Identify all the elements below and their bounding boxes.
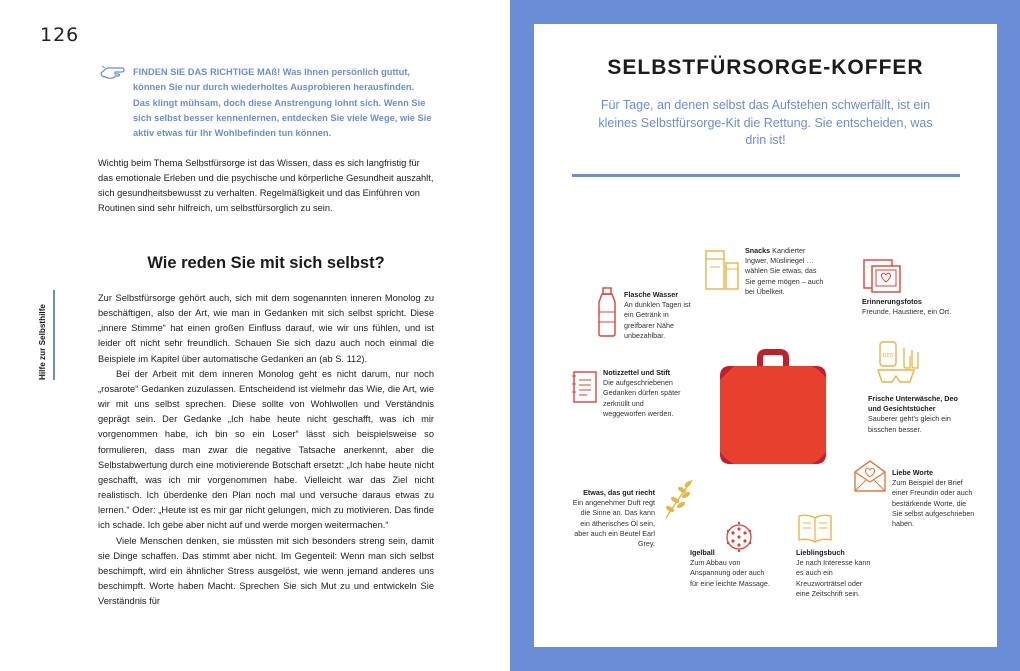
item-title: Flasche Wasser bbox=[624, 290, 679, 299]
notepad-icon bbox=[570, 368, 600, 406]
item-lieblingsbuch bbox=[796, 548, 876, 599]
infobox-subtitle: Für Tage, an denen selbst das Aufstehen schwerfällt, ist ein kleines Selbstfürsorge-Kit die Rettung. Sie entscheiden, was drin ist! bbox=[598, 98, 933, 147]
deo-label: DEO bbox=[882, 353, 894, 359]
item-erinnerungsfotos bbox=[862, 297, 972, 317]
item-desc: Die aufgeschriebenen Gedanken dürfen später zerknüllt und weggeworfen werden. bbox=[603, 378, 681, 418]
pointing-hand-icon bbox=[100, 64, 126, 80]
item-snacks bbox=[745, 246, 827, 297]
item-desc: Zum Beispiel der Brief einer Freundin oder auch bestärkende Worte, die Sie selbst aufgeschrieben haben. bbox=[892, 478, 975, 529]
item-title: Etwas, das gut riecht bbox=[583, 488, 655, 497]
suitcase-icon bbox=[718, 346, 828, 466]
photos-icon bbox=[862, 256, 904, 294]
item-duft bbox=[570, 488, 655, 549]
divider bbox=[572, 174, 960, 177]
item-title: Frische Unterwäsche, Deo und Gesichtstücher bbox=[868, 394, 958, 414]
item-title: Notizzettel und Stift bbox=[603, 368, 671, 377]
side-label bbox=[38, 290, 52, 380]
item-desc: Freunde, Haustiere, ein Ort. bbox=[862, 307, 952, 317]
item-igelball bbox=[690, 548, 772, 589]
side-bar bbox=[53, 290, 55, 380]
side-label-text: Hilfe zur Selbsthilfe bbox=[38, 304, 47, 380]
underwear-deo-icon bbox=[874, 338, 924, 384]
item-title: Liebe Worte bbox=[892, 468, 934, 477]
item-title: Igelball bbox=[690, 548, 715, 557]
item-unterwaesche bbox=[868, 394, 968, 435]
item-title: Snacks bbox=[745, 246, 771, 255]
intro-paragraph: Wichtig beim Thema Selbstfürsorge ist das Wissen, dass es sich langfristig für das emotionale Erleben und die psychische und körperliche Gesundheit auszahlt, sich gesundheitsbewusst zu verhalten. Regelmäßigkeit und das Einführen von Routinen sind sehr hilfreich, um selbstfürsorglich zu sein. bbox=[98, 158, 434, 214]
book-icon bbox=[796, 512, 834, 544]
love-letter-icon bbox=[852, 458, 888, 494]
item-desc: Sauberer geht's gleich ein bisschen besser. bbox=[868, 414, 951, 434]
section-heading: Wie reden Sie mit sich selbst? bbox=[147, 254, 385, 272]
right-page bbox=[510, 0, 1020, 671]
page-number: 126 bbox=[40, 24, 80, 46]
tip-lead: FINDEN SIE DAS RICHTIGE MAß! bbox=[133, 67, 281, 77]
paragraph: Viele Menschen denken, sie müssten mit sich besonders streng sein, damit sie Dinge schaffen. Das stimmt aber nicht. Im Gegenteil: Wenn man sich selbst beschimpft, wird ein ähnlicher Stress ausgelöst, wie wenn jemand anderes uns beschimpft. Worte haben Macht. Sprechen Sie sich Mut zu und entwickeln Sie Verständnis für bbox=[98, 535, 434, 607]
snacks-icon bbox=[704, 249, 740, 291]
tip-box bbox=[133, 65, 433, 141]
item-desc: Ein angenehmer Duft regt die Sinne an. Das kann ein ätherisches Öl sein, aber auch ein Beutel Earl Grey. bbox=[572, 498, 655, 549]
item-flasche-wasser bbox=[624, 290, 692, 341]
item-desc: An dunklen Tagen ist ein Getränk in greifbarer Nähe unbezahlbar. bbox=[624, 300, 691, 340]
tip-body: Was Ihnen persönlich guttut, können Sie nur durch wiederholtes Ausprobieren herausfinden. Das klingt mühsam, doch diese Anstrengung lohnt sich. Wenn Sie sich selbst besser kennenlernen, entdecken Sie viele Wege, wie Sie aktiv etwas für Ihr Wohlbefinden tun können. bbox=[133, 67, 432, 139]
infobox-card bbox=[534, 24, 997, 647]
body-text bbox=[98, 291, 434, 609]
infobox-title: SELBSTFÜRSORGE-KOFFER bbox=[607, 56, 924, 79]
item-notizzettel bbox=[603, 368, 685, 419]
item-title: Erinnerungsfotos bbox=[862, 297, 922, 306]
paragraph: Bei der Arbeit mit dem inneren Monolog geht es nicht darum, nur noch „rosarote“ Gedanken zuzulassen. Entscheidend ist vielmehr das Wie, die Art, wie wir mit uns selbst sprechen. Diese sollte von Wohlwollen und Verständnis geprägt sein. Der Gedanke „Ich habe heute nicht geschafft, was ich mir vorgenommen habe, ich bin so ein Loser“ lässt sich beispielsweise so formulieren, dass man zwar die negative Tatsache anerkennt, aber die Selbstabwertung durch eine motivierende Botschaft ersetzt: „Ich habe heute nicht geschafft, was ich mir vorgenommen habe. Vielleicht war das Ziel nicht realistisch. Ich überdenke den Plan noch mal und versuche daraus etwas zu lernen.“ Oder: „Heute ist es mir gar nicht gelungen, mich zu motivieren. Das finde ich schade. Ich gebe aber nicht auf und werde morgen weitermachen.“ bbox=[98, 368, 434, 531]
paragraph: Zur Selbstfürsorge gehört auch, sich mit dem sogenannten inneren Monolog zu beschäftigen, also der Art, wie man in Gedanken mit sich selbst spricht. Diese „innere Stimme“ hat einen großen Einfluss darauf, wie wir uns fühlen, und ist leider oft nicht sehr freundlich. Schauen Sie sich dazu auch noch einmal die Beispiele im Kapitel über automatische Gedanken an (ab S. 112). bbox=[98, 293, 434, 364]
item-desc: Je nach Interesse kann es auch ein Kreuzworträtsel oder eine Zeitschrift sein. bbox=[796, 558, 871, 598]
item-desc: Zum Abbau von Anspannung oder auch für eine leichte Massage. bbox=[690, 558, 770, 588]
herb-icon bbox=[662, 476, 698, 520]
item-desc: Kandierter Ingwer, Müsliriegel … wählen Sie etwas, das Sie gerne mögen – auch bei Übelkeit. bbox=[745, 246, 824, 296]
water-bottle-icon bbox=[596, 286, 618, 338]
item-liebe-worte bbox=[892, 468, 977, 529]
item-title: Lieblingsbuch bbox=[796, 548, 845, 557]
